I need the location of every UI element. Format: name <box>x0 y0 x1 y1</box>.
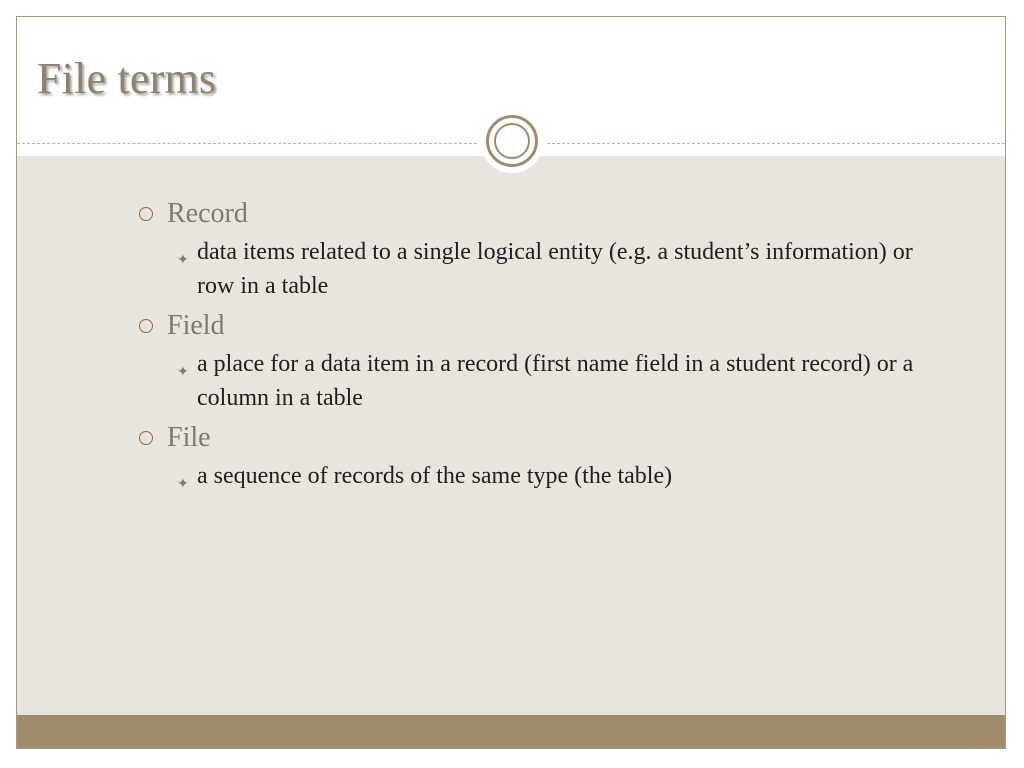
ornament-inner-ring <box>494 123 530 159</box>
star-bullet-icon: ✦ <box>177 364 189 380</box>
double-ring-ornament-icon <box>486 115 538 167</box>
footer-bar <box>17 715 1005 749</box>
bullet-file <box>135 419 955 493</box>
bullet-label: File <box>167 422 211 453</box>
slide <box>16 16 1006 749</box>
sub-bullet-text: data items related to a single logical entity (e.g. a student’s information) or row in a table <box>197 239 913 299</box>
bullet-label: Record <box>167 198 248 229</box>
header-divider-right <box>547 143 1005 144</box>
sub-bullet <box>167 235 955 303</box>
slide-title: File terms <box>37 54 217 103</box>
sub-bullet-text: a sequence of records of the same type (the table) <box>197 463 673 489</box>
circle-bullet-icon <box>139 319 153 333</box>
star-bullet-icon: ✦ <box>177 252 189 268</box>
bullet-record <box>135 195 955 303</box>
circle-bullet-icon <box>139 431 153 445</box>
bullet-label: Field <box>167 310 225 341</box>
header-divider-left <box>17 143 477 144</box>
bullet-list <box>135 195 955 497</box>
sub-bullet-text: a place for a data item in a record (first name field in a student record) or a column in a table <box>197 351 914 411</box>
sub-bullet-list <box>167 347 955 415</box>
star-bullet-icon: ✦ <box>177 476 189 492</box>
sub-bullet-list <box>167 459 955 493</box>
bullet-field <box>135 307 955 415</box>
sub-bullet-list <box>167 235 955 303</box>
sub-bullet <box>167 459 955 493</box>
circle-bullet-icon <box>139 207 153 221</box>
sub-bullet <box>167 347 955 415</box>
